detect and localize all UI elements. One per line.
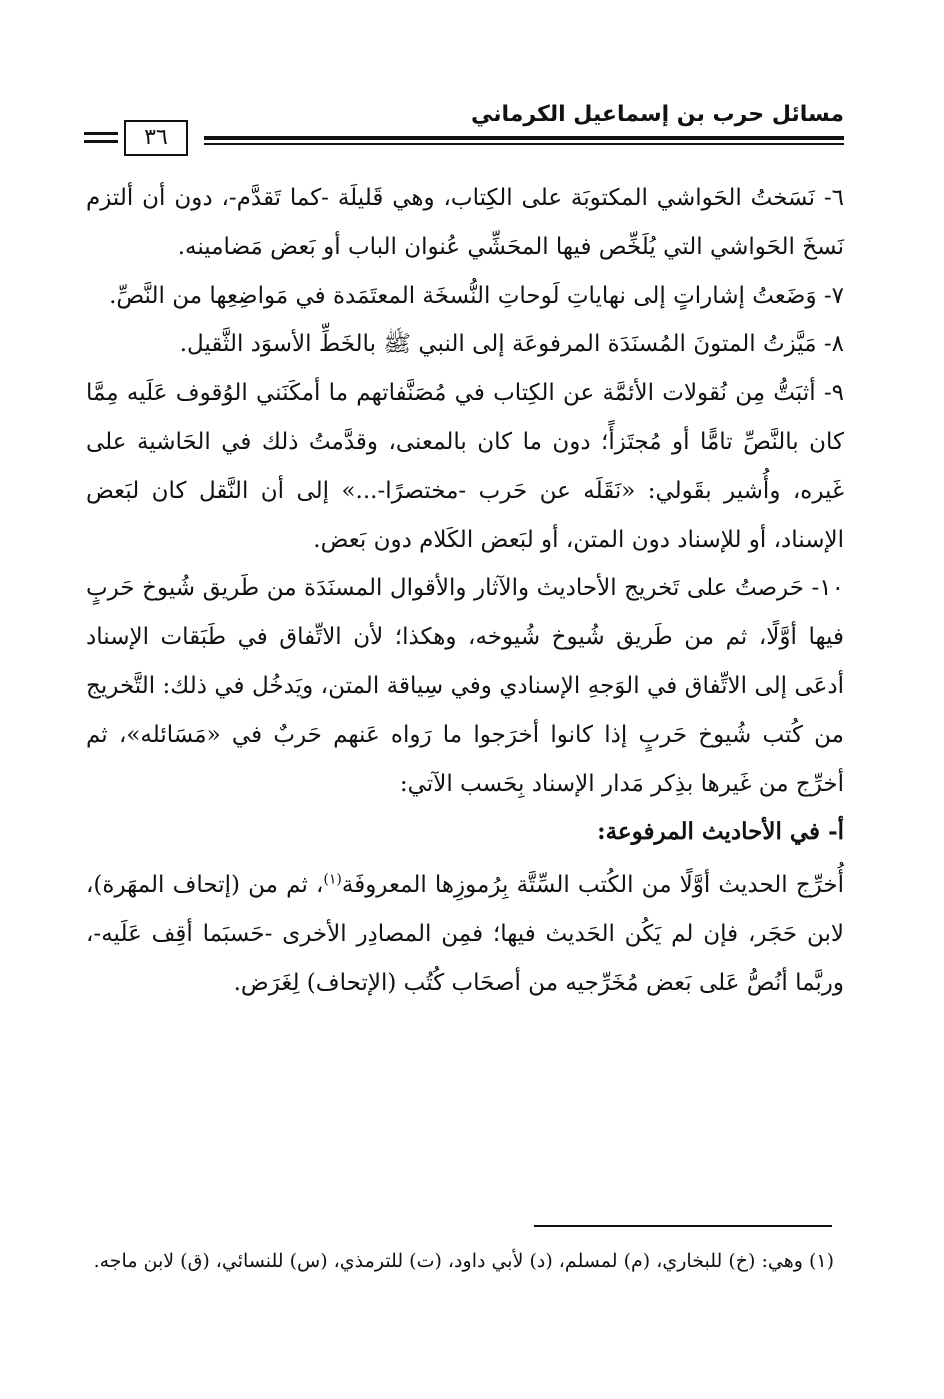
footnote: (١) وهي: (خ) للبخاري، (م) لمسلم، (د) لأبي داود، (ت) للترمذي، (س) للنسائي، (ق) لابن ماجه. (93, 1250, 834, 1272)
page-body (86, 174, 844, 1008)
running-header-title: مسائل حرب بن إسماعيل الكرماني (470, 102, 844, 127)
header-rule-thin (204, 143, 844, 145)
paragraph-item-9: ٩- أثبَتُّ مِن نُقولات الأئمَّة عن الكِتاب في مُصَنَّفاتهم ما أمكَنَني الوُقوف عَلَيه مِمَّا كان بالنَّصِّ تامًّا أو مُجتَزأً؛ دون ما كان بالمعنى، وقدَّمتُ ذلك في الحَاشية على غَيره، وأُشير بقَولي: «نَقَلَه عن حَرب -مختصرًا-...» إلى أن النَّقل كان لبَعض الإسناد، أو للإسناد دون المتن، أو لبَعض الكَلام دون بَعض. (86, 380, 844, 553)
header-ornament-line (84, 140, 118, 143)
footnote-separator (534, 1225, 832, 1227)
paragraph-text: ، ثم من (إتحاف المهَرة)، لابن حَجَر، فإن لم يَكُن الحَديث فيها؛ فمِن المصادِر الأخرى -حَسبَما أقِف عَلَيه-، وربَّما أنُصُّ عَلى بَعض مُخَرِّجيه من أصحَاب كُتُب (الإتحاف) لِغَرَض. (86, 872, 844, 996)
section-subheading: أ- في الأحاديث المرفوعة: (597, 818, 844, 846)
running-header (84, 100, 844, 160)
paragraph-item-6: ٦- نَسَختُ الحَواشي المكتوبَة على الكِتاب، وهي قَليلَة -كما تَقدَّم-، دون أن ألتزم نَسخَ الحَواشي التي يُلَخِّص فيها المحَشِّي عُنوان الباب أو بَعض مَضامينه. (86, 185, 844, 260)
header-ornament-line (84, 132, 118, 135)
paragraph-text: أُخرِّج الحديث أوَّلًا من الكُتب السِّتَّة بِرُموزِها المعروفَة (341, 872, 844, 899)
paragraph-item-7: ٧- وَضَعتُ إشاراتٍ إلى نهاياتِ لَوحاتِ النُّسخَة المعتَمَدة في مَواضِعِها من النَّصِّ. (109, 282, 844, 309)
paragraph-marfu-hadith (86, 861, 844, 1007)
paragraph-item-8: ٨- مَيَّزتُ المتونَ المُسنَدَة المرفوعَة إلى النبي ﷺ بالخَطِّ الأسوَد الثَّقيل. (179, 331, 844, 358)
page-number: ٣٦ (124, 120, 188, 156)
header-rule-thick (204, 136, 844, 140)
footnote-reference: (١) (323, 871, 342, 888)
paragraph-item-10: ١٠- حَرصتُ على تَخريج الأحاديث والآثار والأقوال المسنَدَة من طَريق شُيوخ حَربٍ فيها أوَّلًا، ثم من طَريق شُيوخ شُيوخه، وهكذا؛ لأن الاتِّفاق في طَبَقات الإسناد أدعَى إلى الاتِّفاق في الوَجهِ الإسنادي وفي سِياقة المتن، ويَدخُل في ذلك: التَّخريج من كُتب شُيوخ حَربٍ إذا كانوا أخرَجوا ما رَواه عَنهم حَربٌ في «مَسَائله»، ثم أخرِّج من غَيرها بذِكر مَدار الإسناد بِحَسب الآتي: (86, 575, 844, 797)
